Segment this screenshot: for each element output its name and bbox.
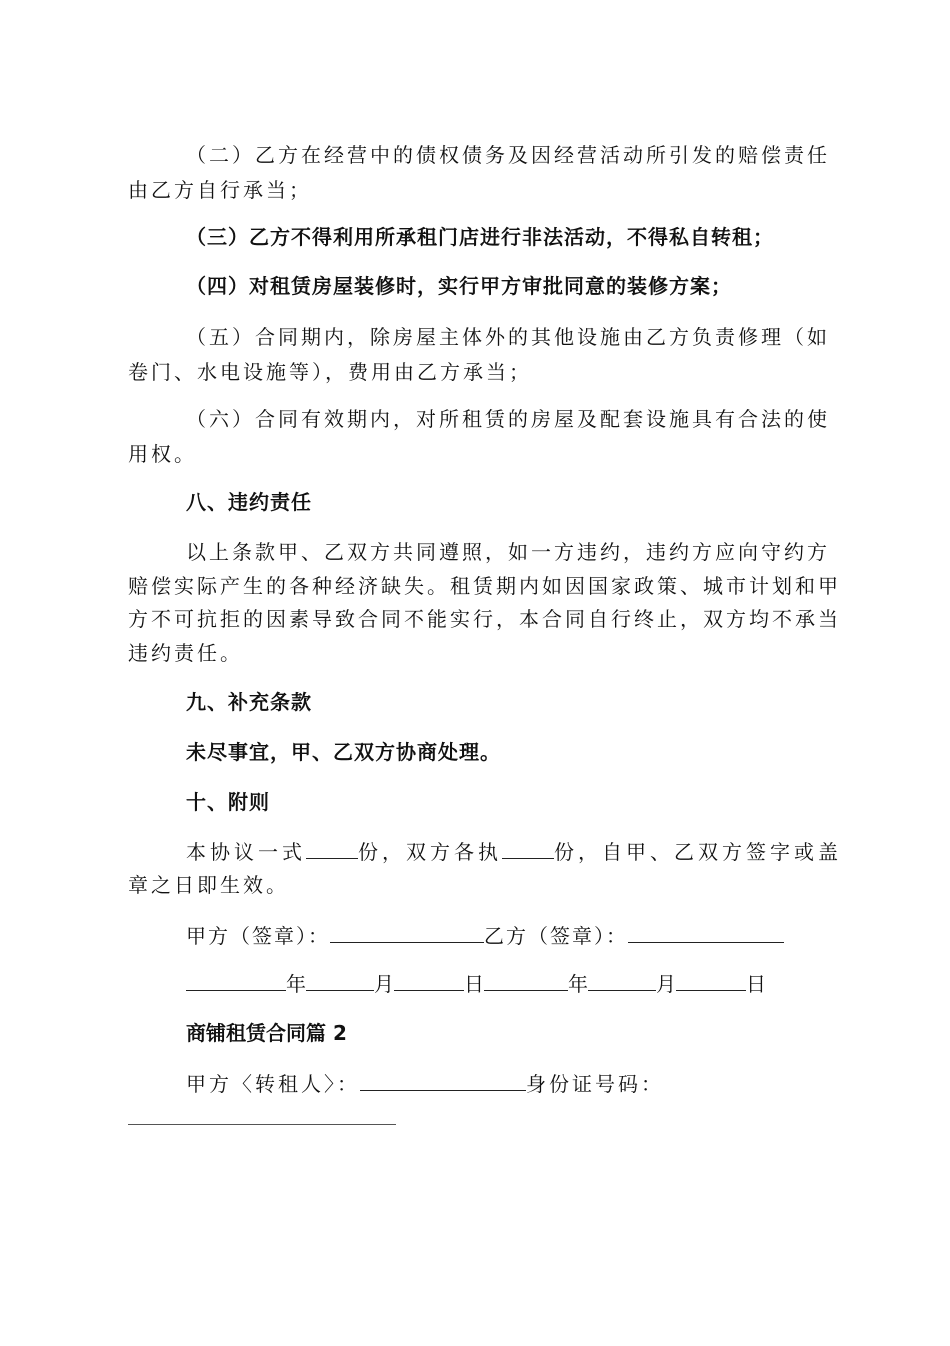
party-b-signature-blank[interactable] — [628, 920, 784, 943]
party-b-year-blank[interactable] — [484, 968, 568, 991]
party-a-signature-label: 甲方（签章）： — [186, 924, 330, 948]
party-a-month-blank[interactable] — [306, 968, 374, 991]
party-a-day-label: 日 — [464, 972, 484, 996]
party-b-year-label: 年 — [568, 972, 588, 996]
section-10-text-line-1 — [186, 836, 842, 867]
copies-each-blank[interactable] — [502, 836, 554, 859]
date-row — [186, 968, 826, 999]
section-8-text-line-2: 赔偿实际产生的各种经济缺失。租赁期内如因国家政策、城市计划和甲 — [128, 574, 841, 598]
party-a-signature-blank[interactable] — [330, 920, 484, 943]
clause-5-line-1: （五）合同期内，除房屋主体外的其他设施由乙方负责修理（如 — [186, 325, 830, 349]
id-number-label: 身份证号码： — [526, 1072, 664, 1096]
clause-6-line-1: （六）合同有效期内，对所租赁的房屋及配套设施具有合法的使 — [186, 407, 830, 431]
clause-4: （四）对租赁房屋装修时，实行甲方审批同意的装修方案； — [186, 274, 732, 298]
section-8-text-line-3: 方不可抗拒的因素导致合同不能实行，本合同自行终止，双方均不承当 — [128, 607, 841, 631]
lessor-label: 甲方〈转租人〉： — [186, 1072, 360, 1096]
party-b-month-blank[interactable] — [588, 968, 656, 991]
copies-label: 本协议一式 — [186, 840, 306, 864]
party-a-year-label: 年 — [286, 972, 306, 996]
party-b-day-label: 日 — [746, 972, 766, 996]
clause-3: （三）乙方不得利用所承租门店进行非法活动，不得私自转租； — [186, 225, 774, 249]
party-b-month-label: 月 — [656, 972, 676, 996]
party-a-day-blank[interactable] — [394, 968, 464, 991]
contract-2-title: 商铺租赁合同篇 2 — [186, 1021, 347, 1045]
section-8-heading: 八、违约责任 — [186, 490, 312, 514]
effective-clause-label: 份，自甲、乙双方签字或盖 — [554, 840, 842, 864]
section-10-heading: 十、附则 — [186, 790, 270, 814]
lessor-name-blank[interactable] — [360, 1068, 526, 1091]
clause-2-line-1: （二）乙方在经营中的债权债务及因经营活动所引发的赔偿责任 — [186, 143, 830, 167]
id-number-blank[interactable] — [128, 1124, 396, 1125]
section-9-heading: 九、补充条款 — [186, 690, 312, 714]
section-8-text-line-4: 违约责任。 — [128, 641, 243, 665]
party-a-year-blank[interactable] — [186, 968, 286, 991]
copies-total-blank[interactable] — [306, 836, 358, 859]
section-8-text-line-1: 以上条款甲、乙双方共同遵照，如一方违约，违约方应向守约方 — [186, 540, 830, 564]
clause-2-line-2: 由乙方自行承当； — [128, 178, 312, 202]
section-10-text-line-2: 章之日即生效。 — [128, 873, 289, 897]
clause-6-line-2: 用权。 — [128, 442, 197, 466]
section-9-text: 未尽事宜，甲、乙双方协商处理。 — [186, 740, 501, 764]
party-b-signature-label: 乙方（签章）： — [484, 924, 628, 948]
party-b-day-blank[interactable] — [676, 968, 746, 991]
party-a-month-label: 月 — [374, 972, 394, 996]
signature-row — [186, 920, 826, 951]
clause-5-line-2: 卷门、水电设施等），费用由乙方承当； — [128, 360, 532, 384]
contract-2-party-a-row — [186, 1068, 826, 1099]
copies-each-label: 份，双方各执 — [358, 840, 502, 864]
